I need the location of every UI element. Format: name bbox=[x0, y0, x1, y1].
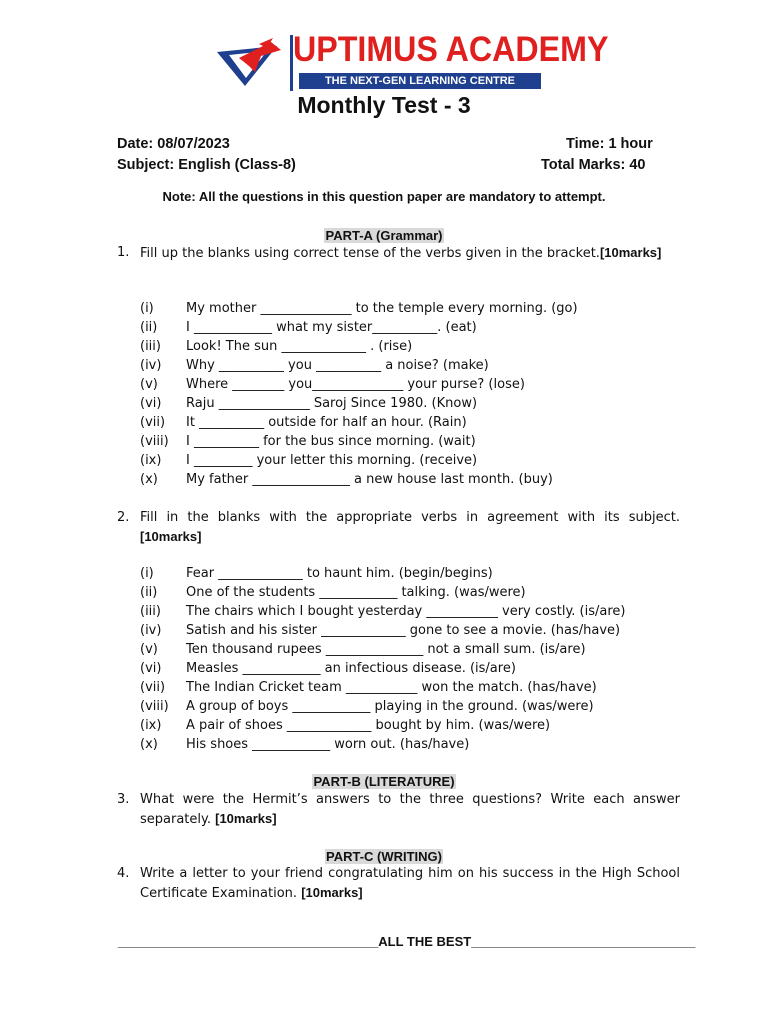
item-text: Where ________ you______________ your purse? (lose) bbox=[186, 377, 525, 392]
item-text: The Indian Cricket team ___________ won the match. (has/have) bbox=[186, 680, 597, 695]
logo-tagline: THE NEXT-GEN LEARNING CENTRE bbox=[299, 73, 541, 89]
part-a-label: PART-A (Grammar) bbox=[325, 228, 443, 243]
date-label: Date: 08/07/2023 bbox=[117, 136, 230, 152]
footer-all-the-best: ____________________________________ALL THE BEST_______________________________ bbox=[118, 934, 696, 949]
item-text: Raju ______________ Saroj Since 1980. (Know) bbox=[186, 396, 478, 411]
item-number: (iii) bbox=[140, 604, 161, 619]
subject-label: Subject: English (Class-8) bbox=[117, 157, 296, 173]
item-number: (vii) bbox=[140, 415, 166, 430]
logo-name: UPTIMUS ACADEMY bbox=[293, 30, 609, 69]
item-text: It __________ outside for half an hour. (Rain) bbox=[186, 415, 467, 430]
question-1 bbox=[117, 243, 680, 283]
item-number: (vi) bbox=[140, 396, 162, 411]
question-marks: [10marks] bbox=[140, 529, 202, 544]
item-number: (vii) bbox=[140, 680, 166, 695]
academy-logo bbox=[215, 30, 609, 92]
question-marks: [10marks] bbox=[215, 811, 277, 826]
part-b-heading bbox=[0, 771, 768, 790]
question-2 bbox=[117, 508, 680, 548]
question-number: 4. bbox=[117, 866, 130, 881]
item-number: (x) bbox=[140, 737, 158, 752]
item-number: (iii) bbox=[140, 339, 161, 354]
item-number: (ii) bbox=[140, 320, 158, 335]
question-text: Fill up the blanks using correct tense of the verbs given in the bracket. bbox=[140, 246, 600, 261]
part-c-heading bbox=[0, 846, 768, 865]
instructions-note: Note: All the questions in this question paper are mandatory to attempt. bbox=[162, 189, 606, 204]
question-marks: [10marks] bbox=[599, 245, 662, 260]
item-text: Measles ____________ an infectious disease. (is/are) bbox=[186, 661, 516, 676]
item-text: Why __________ you __________ a noise? (make) bbox=[186, 358, 489, 373]
item-number: (iv) bbox=[140, 358, 162, 373]
item-text: Ten thousand rupees _______________ not a small sum. (is/are) bbox=[186, 642, 586, 657]
time-label: Time: 1 hour bbox=[566, 136, 653, 152]
question-marks: [10marks] bbox=[301, 885, 363, 900]
eagle-logo-icon bbox=[215, 38, 287, 88]
item-text: Look! The sun _____________ . (rise) bbox=[186, 339, 413, 354]
item-text: A pair of shoes _____________ bought by him. (was/were) bbox=[186, 718, 551, 733]
item-number: (viii) bbox=[140, 699, 169, 714]
item-number: (vi) bbox=[140, 661, 162, 676]
item-number: (ix) bbox=[140, 718, 162, 733]
question-number: 1. bbox=[117, 245, 130, 260]
item-text: The chairs which I bought yesterday ___________ very costly. (is/are) bbox=[186, 604, 626, 619]
item-number: (ix) bbox=[140, 453, 162, 468]
item-number: (i) bbox=[140, 566, 154, 581]
item-text: One of the students ____________ talking. (was/were) bbox=[186, 585, 526, 600]
question-text: Write a letter to your friend congratulating him on his success in the High School Certificate Examination. bbox=[140, 866, 680, 901]
part-c-label: PART-C (WRITING) bbox=[325, 849, 443, 864]
page-title: Monthly Test - 3 bbox=[297, 92, 471, 118]
item-number: (i) bbox=[140, 301, 154, 316]
item-number: (iv) bbox=[140, 623, 162, 638]
item-text: A group of boys ____________ playing in the ground. (was/were) bbox=[186, 699, 594, 714]
question-number: 3. bbox=[117, 792, 130, 807]
question-number: 2. bbox=[117, 510, 130, 525]
part-a-heading bbox=[0, 225, 768, 244]
question-text: Fill in the blanks with the appropriate verbs in agreement with its subject. bbox=[140, 510, 680, 525]
item-number: (v) bbox=[140, 642, 158, 657]
total-marks-label: Total Marks: 40 bbox=[541, 157, 646, 173]
item-number: (viii) bbox=[140, 434, 169, 449]
item-text: My father _______________ a new house last month. (buy) bbox=[186, 472, 553, 487]
item-text: Fear _____________ to haunt him. (begin/begins) bbox=[186, 566, 493, 581]
part-b-label: PART-B (LITERATURE) bbox=[313, 774, 455, 789]
item-number: (x) bbox=[140, 472, 158, 487]
item-number: (v) bbox=[140, 377, 158, 392]
question-text: What were the Hermit’s answers to the three questions? Write each answer separately. bbox=[140, 792, 680, 827]
item-number: (ii) bbox=[140, 585, 158, 600]
item-text: I _________ your letter this morning. (receive) bbox=[186, 453, 478, 468]
item-text: His shoes ____________ worn out. (has/have) bbox=[186, 737, 470, 752]
item-text: Satish and his sister _____________ gone to see a movie. (has/have) bbox=[186, 623, 621, 638]
item-text: My mother ______________ to the temple every morning. (go) bbox=[186, 301, 578, 316]
item-text: I ____________ what my sister__________. (eat) bbox=[186, 320, 477, 335]
question-4 bbox=[117, 864, 680, 904]
question-3 bbox=[117, 790, 680, 830]
item-text: I __________ for the bus since morning. (wait) bbox=[186, 434, 476, 449]
